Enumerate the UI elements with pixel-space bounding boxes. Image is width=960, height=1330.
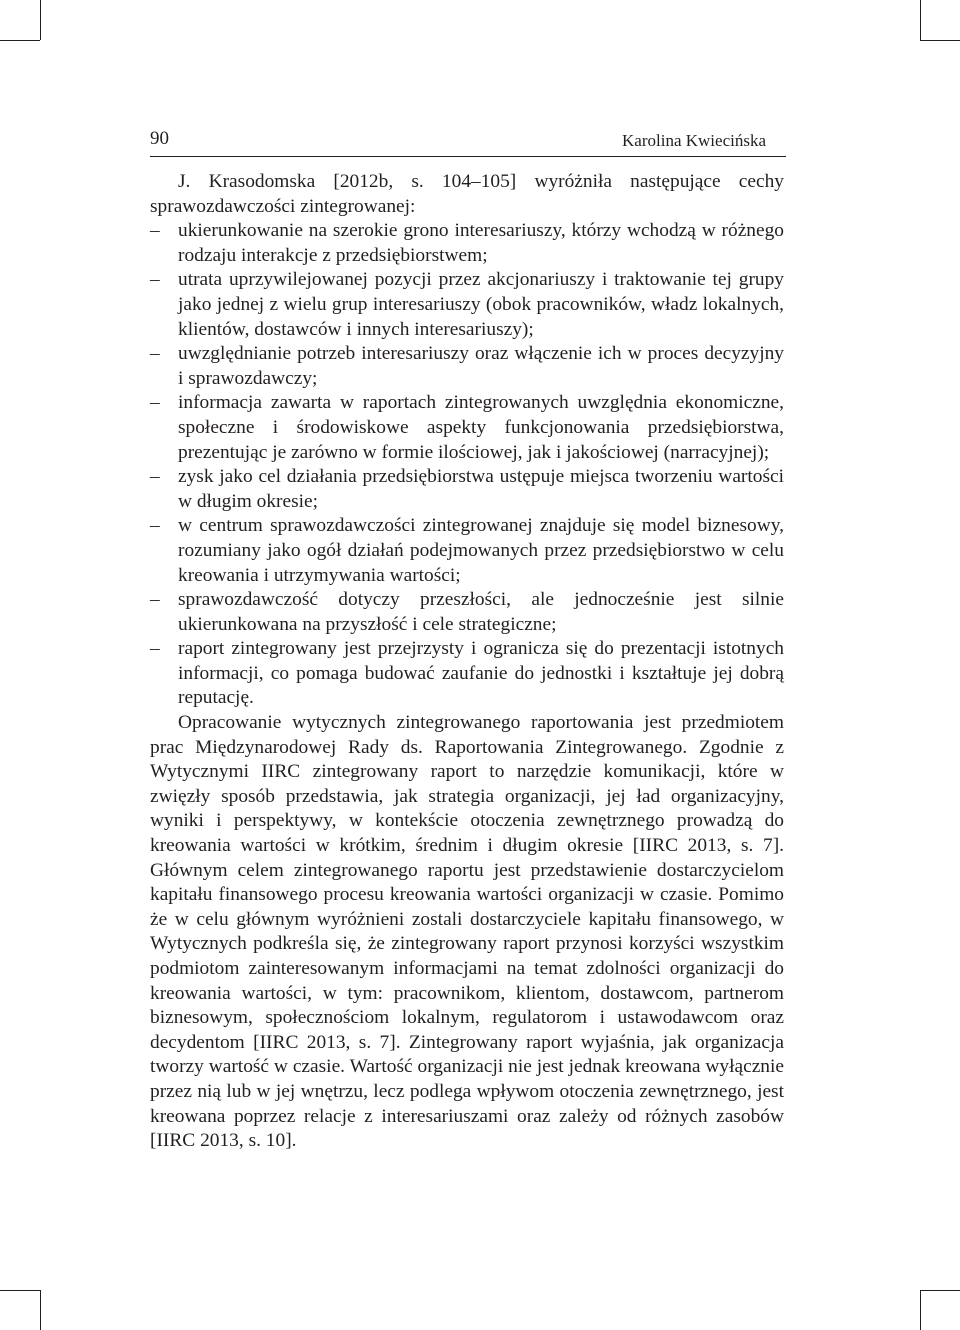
list-dash: – (150, 515, 160, 537)
list-item (150, 219, 784, 268)
list-item-text: sprawozdawczość dotyczy przeszłości, ale jednocześnie jest silnie ukierunkowana na przyszłość i cele strategiczne; (178, 589, 784, 635)
intro-paragraph: J. Krasodomska [2012b, s. 104–105] wyróżniła następujące cechy sprawozdawczości zintegrowanej: (150, 171, 784, 217)
list-item (150, 342, 784, 391)
crop-mark-bottom-right-horizontal (920, 1290, 960, 1291)
page-body (150, 170, 784, 1154)
list-item (150, 588, 784, 637)
list-item-text: ukierunkowanie na szerokie grono interesariuszy, którzy wchodzą w różnego rodzaju interakcje z przedsiębiorstwem; (178, 220, 784, 266)
list-item (150, 514, 784, 588)
crop-mark-bottom-left-horizontal (0, 1290, 40, 1291)
list-item-text: uwzględnianie potrzeb interesariuszy oraz włączenie ich w proces decyzyjny i sprawozdawczy; (178, 343, 784, 389)
page-number: 90 (150, 128, 169, 149)
list-dash: – (150, 269, 160, 291)
crop-mark-top-left (40, 0, 41, 40)
running-head-author: Karolina Kwiecińska (622, 131, 766, 150)
list-dash: – (150, 589, 160, 611)
list-dash: – (150, 343, 160, 365)
list-dash: – (150, 392, 160, 414)
crop-mark-bottom-right (920, 1290, 921, 1330)
page-header (150, 128, 786, 157)
list-dash: – (150, 638, 160, 660)
list-item-text: zysk jako cel działania przedsiębiorstwa ustępuje miejsca tworzeniu wartości w długim okresie; (178, 466, 784, 512)
list-item (150, 465, 784, 514)
main-paragraph: Opracowanie wytycznych zintegrowanego raportowania jest przedmiotem prac Międzynarodowej Rady ds. Raportowania Zintegrowanego. Zgodnie z Wytycznymi IIRC zintegrowany raport to narzędzie komunikacji, które w zwięzły sposób przedstawia, jak strategia organizacji, jej ład organizacyjny, wyniki i perspektywy, w kontekście otoczenia zewnętrznego prowadzą do kreowania wartości w krótkim, średnim i długim okresie [IIRC 2013, s. 7]. Głównym celem zintegrowanego raportu jest przedstawienie dostarczycielom kapitału finansowego procesu kreowania wartości organizacji w czasie. Pomimo że w celu głównym wyróżnieni zostali dostarczyciele kapitału finansowego, w Wytycznych podkreśla się, że zintegrowany raport przynosi korzyści wszystkim podmiotom zainteresowanym informacjami na temat zdolności organizacji do kreowania wartości, w tym: pracownikom, klientom, dostawcom, partnerom biznesowym, społecznościom lokalnym, regulatorom i ustawodawcom oraz decydentom [IIRC 2013, s. 7]. Zintegrowany raport wyjaśnia, jak organizacja tworzy wartość w czasie. Wartość organizacji nie jest jednak kreowana wyłącznie przez nią lub w jej wnętrzu, lecz podlega wpływom otoczenia zewnętrznego, jest kreowana poprzez relacje z interesariuszami oraz zależy od różnych zasobów [IIRC 2013, s. 10]. (150, 712, 784, 1152)
list-dash: – (150, 466, 160, 488)
crop-mark-bottom-left (40, 1290, 41, 1330)
crop-mark-top-right (920, 0, 921, 40)
crop-mark-top-left-horizontal (0, 40, 40, 41)
list-item (150, 268, 784, 342)
list-item (150, 391, 784, 465)
list-item-text: utrata uprzywilejowanej pozycji przez akcjonariuszy i traktowanie tej grupy jako jednej z wielu grup interesariuszy (obok pracowników, władz lokalnych, klientów, dostawców i innych interesariuszy); (178, 269, 784, 340)
feature-list (150, 219, 784, 711)
list-item-text: raport zintegrowany jest przejrzysty i ogranicza się do prezentacji istotnych informacji, co pomaga budować zaufanie do jednostki i kształtuje jej dobrą reputację. (178, 638, 784, 709)
crop-mark-top-right-horizontal (920, 40, 960, 41)
list-item (150, 637, 784, 711)
list-dash: – (150, 220, 160, 242)
list-item-text: w centrum sprawozdawczości zintegrowanej znajduje się model biznesowy, rozumiany jako ogół działań podejmowanych przez przedsiębiorstwo w celu kreowania i utrzymywania wartości; (178, 515, 784, 586)
list-item-text: informacja zawarta w raportach zintegrowanych uwzględnia ekonomiczne, społeczne i środowiskowe aspekty funkcjonowania przedsiębiorstwa, prezentując je zarówno w formie ilościowej, jak i jakościowej (narracyjnej); (178, 392, 784, 463)
